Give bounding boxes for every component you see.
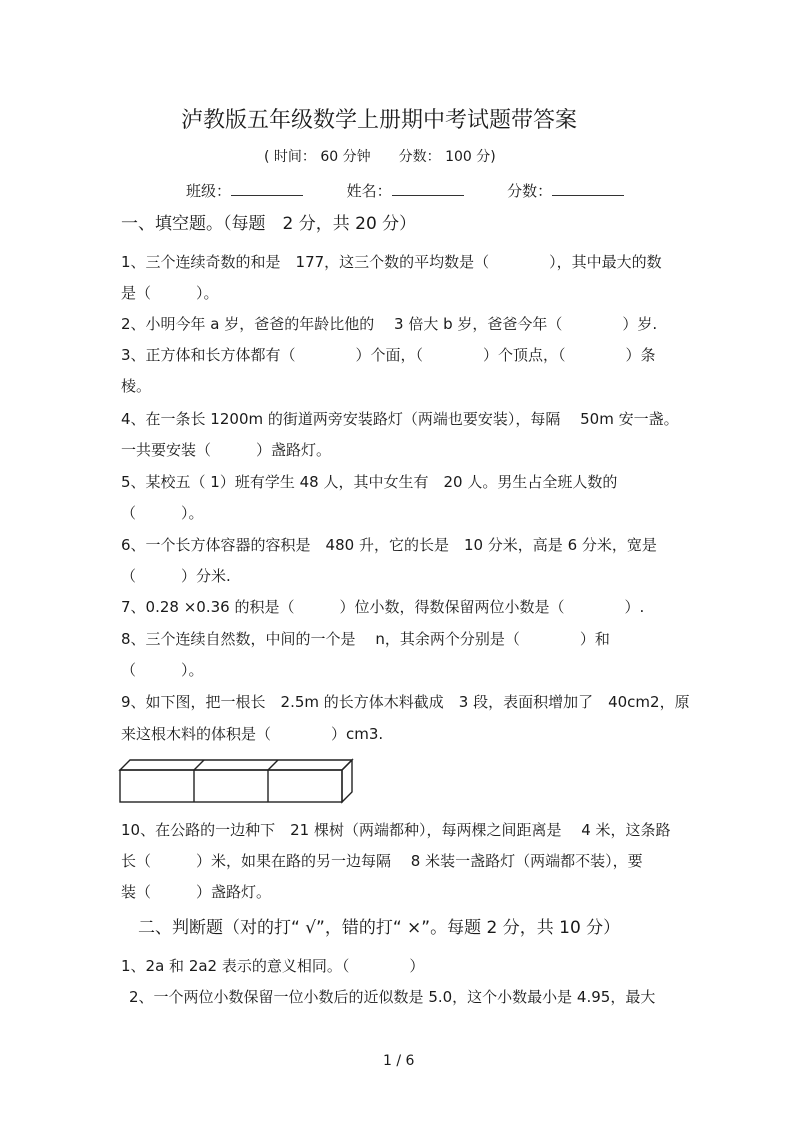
question-line: 长（ ）米，如果在路的另一边每隔 8 米装一盏路灯（两端都不装），要 xyxy=(121,852,643,870)
question-line: （ ）分米. xyxy=(121,567,231,585)
cuboid-wood-figure xyxy=(118,758,354,804)
question-line: 3、正方体和长方体都有（ ）个面，（ ）个顶点，（ ）条 xyxy=(121,346,656,364)
question-line: 2、一个两位小数保留一位小数后的近似数是 5.0，这个小数最小是 4.95，最大 xyxy=(129,988,656,1006)
question-line: 8、三个连续自然数，中间的一个是 n，其余两个分别是（ ）和 xyxy=(121,630,610,648)
page-title: 泸教版五年级数学上册期中考试题带答案 xyxy=(181,108,578,133)
page-subtitle: ( 时间： 60 分钟 分数： 100 分) xyxy=(264,149,496,165)
class-field[interactable] xyxy=(231,181,303,196)
score-field[interactable] xyxy=(552,181,624,196)
question-line: 9、如下图，把一根长 2.5m 的长方体木料截成 3 段，表面积增加了 40cm2，原 xyxy=(121,693,690,711)
question-line: 来这根木料的体积是（ ）cm3. xyxy=(121,725,384,743)
question-line: 6、一个长方体容器的容积是 480 升，它的长是 10 分米，高是 6 分米，宽是 xyxy=(121,536,657,554)
name-field[interactable] xyxy=(392,181,464,196)
question-line: 4、在一条长 1200m 的街道两旁安装路灯（两端也要安装），每隔 50m 安一盏。 xyxy=(121,410,679,428)
class-label: 班级： xyxy=(186,182,232,200)
score-label: 分数： xyxy=(507,182,553,200)
info-row xyxy=(186,181,624,201)
question-line: 7、0.28 ×0.36 的积是（ ）位小数，得数保留两位小数是（ ）. xyxy=(121,598,645,616)
section-heading-true-false: 二、判断题（对的打“ √”，错的打“ ×”。每题 2 分，共 10 分） xyxy=(138,918,621,938)
page-number: 1 / 6 xyxy=(383,1053,415,1069)
question-line: 装（ ）盏路灯。 xyxy=(121,883,272,901)
question-line: 1、三个连续奇数的和是 177，这三个数的平均数是（ ），其中最大的数 xyxy=(121,253,662,271)
question-line: 是（ ）。 xyxy=(121,284,219,302)
question-line: （ ）。 xyxy=(121,661,204,679)
question-line: 10、在公路的一边种下 21 棵树（两端都种），每两棵之间距离是 4 米，这条路 xyxy=(121,821,671,839)
question-line: 一共要安装（ ）盏路灯。 xyxy=(121,441,332,459)
section-heading-fill-in: 一、填空题。（每题 2 分，共 20 分） xyxy=(121,214,417,234)
question-line: 2、小明今年 a 岁，爸爸的年龄比他的 3 倍大 b 岁，爸爸今年（ ）岁. xyxy=(121,315,658,333)
name-label: 姓名： xyxy=(346,182,392,200)
question-line: 1、2a 和 2a2 表示的意义相同。（ ） xyxy=(121,957,425,975)
question-line: 5、某校五（ 1）班有学生 48 人，其中女生有 20 人。男生占全班人数的 xyxy=(121,473,618,491)
question-line: （ ）。 xyxy=(121,504,204,522)
question-line: 棱。 xyxy=(121,377,152,395)
